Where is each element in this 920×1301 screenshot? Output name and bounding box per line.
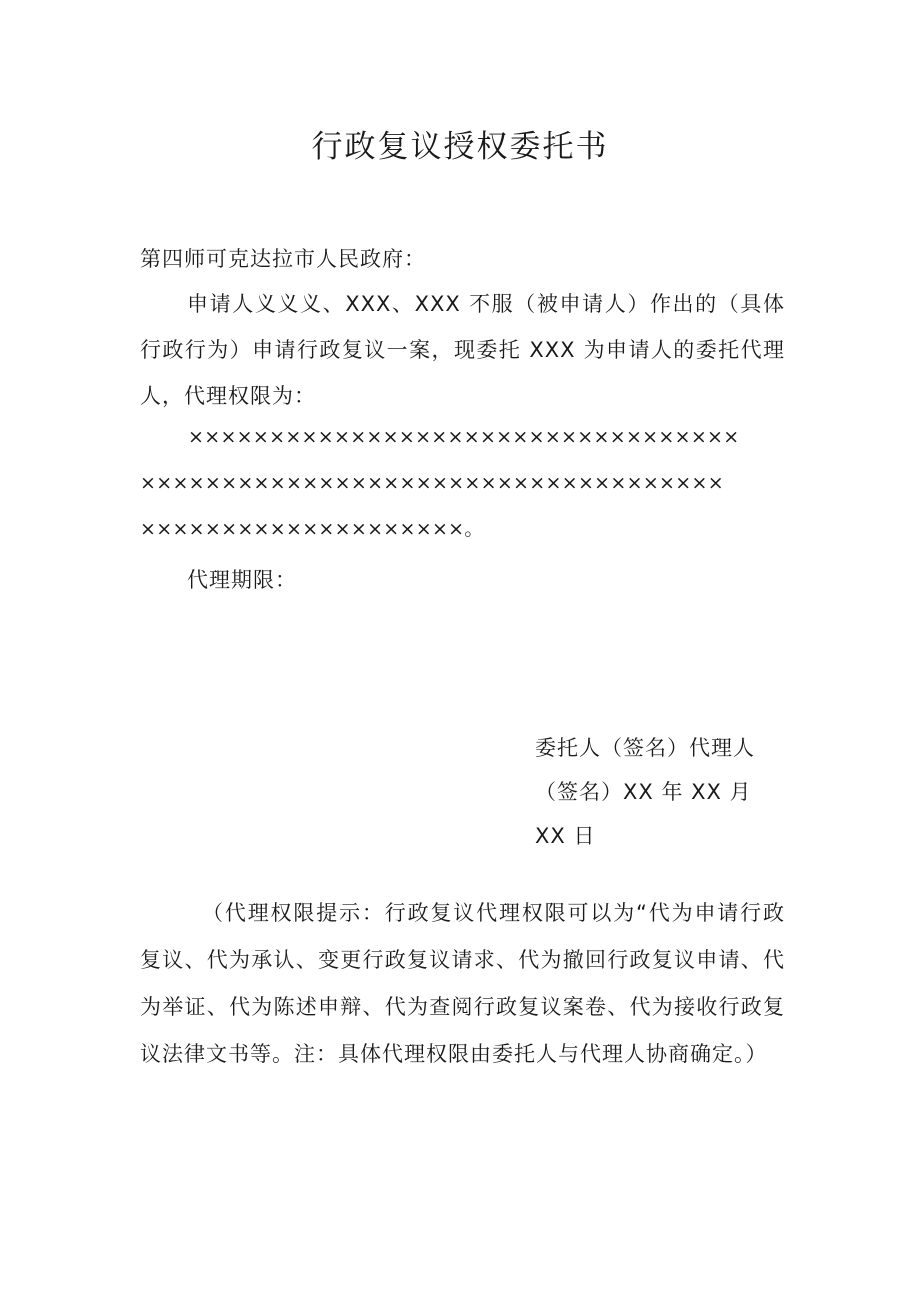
authority-placeholder xyxy=(140,414,780,552)
signature-line-1: 委托人（签名）代理人 xyxy=(535,736,755,760)
authority-line-1: ×××××××××××××××××××××××××××××××××× xyxy=(188,426,740,448)
signature-line-2: （签名）XX 年 XX 月 xyxy=(535,780,752,804)
authority-note: （代理权限提示：行政复议代理权限可以为“代为申请行政复议、代为承认、变更行政复议请求、代为撤回行政复议申请、代为举证、代为陈述申辩、代为查阅行政复议案卷、代为接收行政复议法律文书等。注：具体代理权限由委托人与代理人协商确定。） xyxy=(140,901,785,1066)
signature-line-3: XX 日 xyxy=(535,824,596,848)
agency-term-label: 代理期限： xyxy=(187,568,297,592)
addressee: 第四师可克达拉市人民政府： xyxy=(140,247,426,271)
authority-line-2: ×××××××××××××××××××××××××××××××××××× xyxy=(140,472,724,494)
authority-line-3: ××××××××××××××××××××。 xyxy=(140,518,484,540)
paragraph-request: 申请人义义义、XXX、XXX 不服（被申请人）作出的（具体行政行为）申请行政复议一案，现委托 XXX 为申请人的委托代理人，代理权限为： xyxy=(140,292,785,408)
signature-block xyxy=(535,726,780,858)
document-title: 行政复议授权委托书 xyxy=(311,129,609,165)
